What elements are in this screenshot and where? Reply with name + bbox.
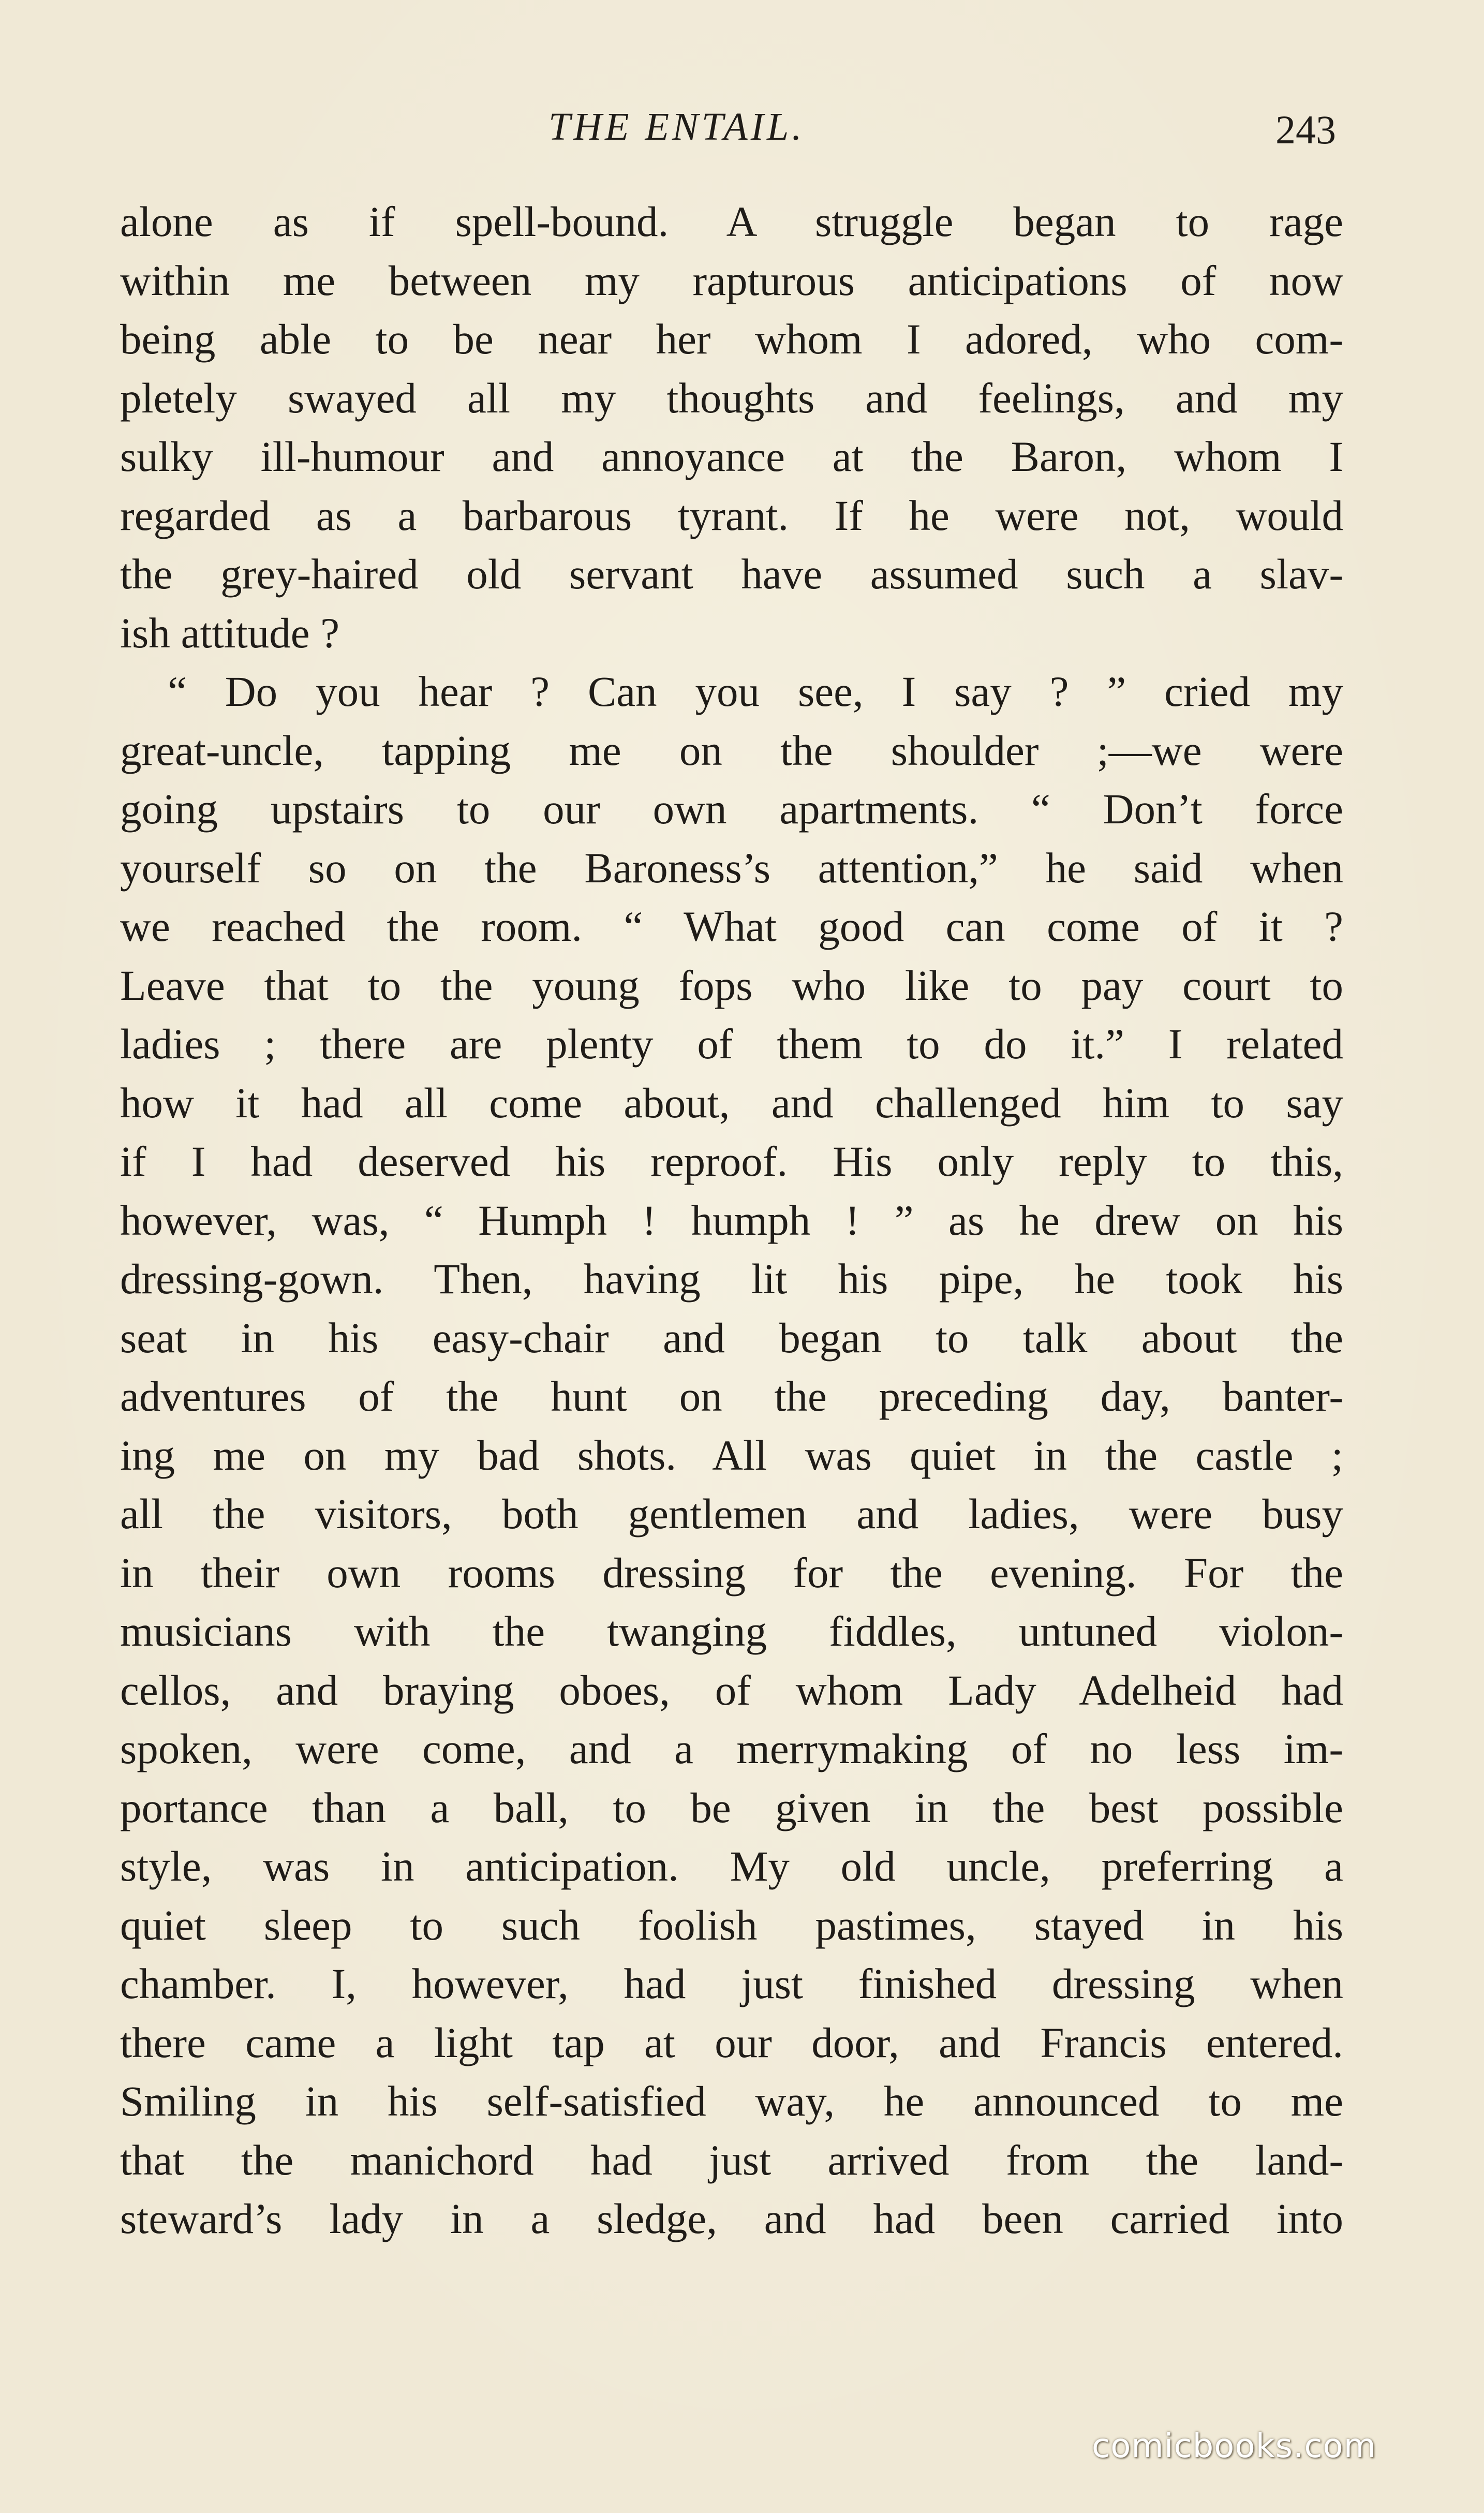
text-line: Smiling in his self-satisfied way, he announced to me	[120, 2077, 1343, 2125]
text-line: yourself so on the Baroness’s attention,” he said when	[120, 844, 1343, 892]
watermark: comicbooks.com	[1092, 2427, 1377, 2465]
text-line: alone as if spell-bound. A struggle began to rage	[120, 198, 1343, 245]
text-line: ish attitude ?	[120, 609, 340, 657]
text-line: adventures of the hunt on the preceding day, banter-	[120, 1372, 1343, 1420]
text-line: how it had all come about, and challenged him to say	[120, 1078, 1343, 1127]
text-line: within me between my rapturous anticipations of now	[120, 256, 1343, 304]
text-line: regarded as a barbarous tyrant. If he were not, would	[120, 491, 1343, 539]
text-line: dressing-gown. Then, having lit his pipe, he took his	[120, 1255, 1343, 1303]
text-line: quiet sleep to such foolish pastimes, stayed in his	[120, 1901, 1343, 1949]
text-line: ladies ; there are plenty of them to do it.” I related	[120, 1020, 1343, 1068]
text-line: sulky ill-humour and annoyance at the Baron, whom I	[120, 433, 1343, 480]
text-line: there came a light tap at our door, and Francis entered.	[120, 2018, 1343, 2066]
text-line: if I had deserved his reproof. His only reply to this,	[120, 1137, 1343, 1185]
text-line: “ Do you hear ? Can you see, I say ? ” cried my	[168, 668, 1343, 715]
running-title: THE ENTAIL.	[548, 105, 805, 149]
text-line: portance than a ball, to be given in the best possible	[120, 1783, 1343, 1831]
text-line: steward’s lady in a sledge, and had been carried into	[120, 2195, 1343, 2242]
text-line: the grey-haired old servant have assumed such a slav-	[120, 550, 1343, 598]
text-line: cellos, and braying oboes, of whom Lady Adelheid had	[120, 1666, 1343, 1714]
text-line: in their own rooms dressing for the evening. For the	[120, 1548, 1343, 1597]
running-header	[0, 98, 1484, 155]
text-line: musicians with the twanging fiddles, untuned violon-	[120, 1607, 1343, 1655]
text-line: being able to be near her whom I adored, who com-	[120, 315, 1343, 363]
text-line: ing me on my bad shots. All was quiet in the castle ;	[120, 1431, 1343, 1479]
text-line: Leave that to the young fops who like to pay court to	[120, 961, 1343, 1009]
text-line: seat in his easy-chair and began to talk about the	[120, 1313, 1343, 1362]
text-line: all the visitors, both gentlemen and ladies, were busy	[120, 1490, 1343, 1538]
text-line: that the manichord had just arrived from the land-	[120, 2136, 1343, 2184]
text-line: spoken, were come, and a merrymaking of no less im-	[120, 1725, 1343, 1772]
text-line: chamber. I, however, had just finished dressing when	[120, 1960, 1343, 2007]
text-line: we reached the room. “ What good can come of it ?	[120, 903, 1343, 950]
text-line: however, was, “ Humph ! humph ! ” as he drew on his	[120, 1196, 1343, 1244]
page-number: 243	[1275, 107, 1336, 152]
text-line: going upstairs to our own apartments. “ Don’t force	[120, 785, 1343, 833]
text-line: great-uncle, tapping me on the shoulder ;—we were	[120, 726, 1343, 774]
text-line: pletely swayed all my thoughts and feelings, and my	[120, 374, 1343, 422]
text-line: style, was in anticipation. My old uncle, preferring a	[120, 1842, 1343, 1890]
body-text	[120, 193, 1343, 2249]
